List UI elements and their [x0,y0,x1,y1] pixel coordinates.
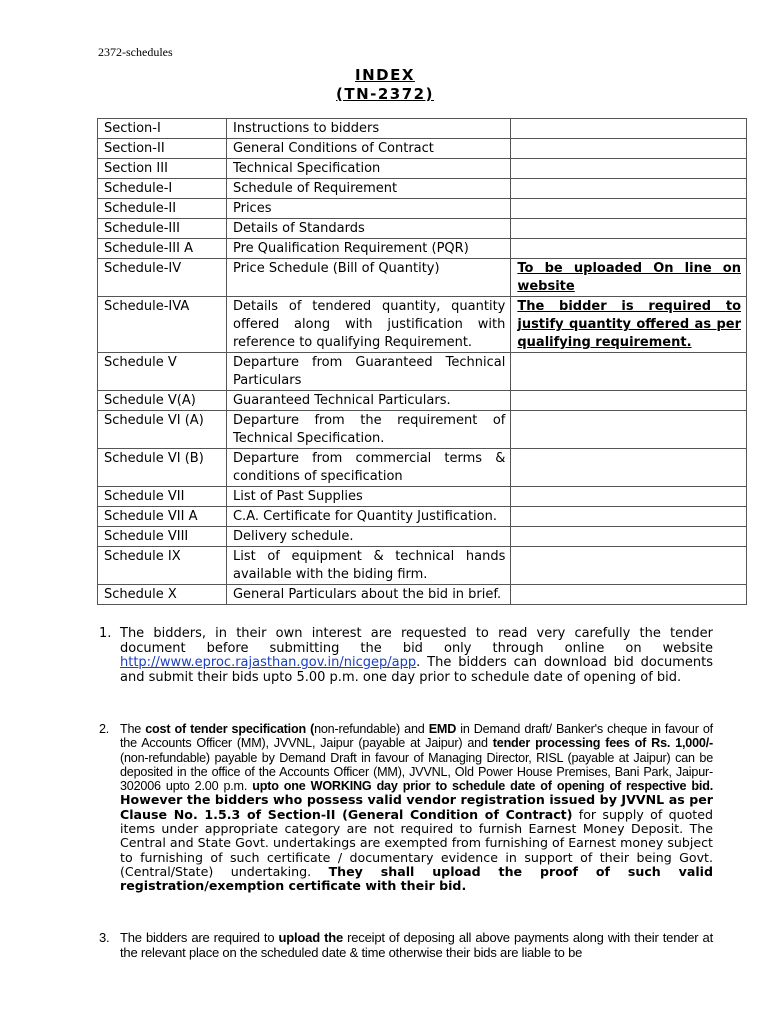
index-cell-remark [511,527,747,547]
index-row [98,585,747,605]
index-cell-section: Schedule VII [98,487,227,507]
index-cell-section: Schedule X [98,585,227,605]
index-cell-section: Schedule VI (B) [98,449,227,487]
eproc-website-link[interactable]: http://www.eproc.rajasthan.gov.in/nicgep/app [120,655,417,671]
index-cell-description: General Particulars about the bid in brief. [226,585,510,605]
index-cell-remark [511,547,747,585]
p3-s1: The bidders are required to [120,930,279,945]
index-cell-description: Schedule of Requirement [226,179,510,199]
p2-s3: non-refundable) and [314,722,429,736]
paragraph-1-body [120,627,713,685]
index-cell-description: Pre Qualification Requirement (PQR) [226,239,510,259]
index-table [97,118,747,605]
index-cell-description: Technical Specification [226,159,510,179]
p2-s9: However the bidders who possess valid vendor registration issued by JVVNL as per Clause No. 1.5.3 of Section-II (General Condition of Contract) [120,792,713,822]
index-cell-section: Schedule-IVA [98,297,227,353]
p2-s10: for supply of quoted items under appropriate category are not required to furnish Earnest Money Deposit. The Central and State Govt. undertakings are exempted from furnishing of Earnest money subject to furnishing of such certificate / documentary evidence in support of their being Govt. (Central/State) undertaking. [120,806,713,879]
index-cell-section: Schedule-III A [98,239,227,259]
index-cell-remark [511,179,747,199]
index-cell-section: Schedule VI (A) [98,411,227,449]
index-row [98,391,747,411]
index-title-line2: (TN-2372) [336,85,434,103]
p3-s2: upload the [278,930,343,945]
index-cell-section: Section III [98,159,227,179]
p2-s8: upto one WORKING day prior to schedule date of opening of respective bid. [252,779,713,794]
index-row [98,259,747,297]
index-row [98,239,747,259]
index-title [0,66,770,104]
index-cell-description: C.A. Certificate for Quantity Justification. [226,507,510,527]
index-table-body [98,119,747,605]
index-cell-section: Section-II [98,139,227,159]
index-cell-section: Schedule VII A [98,507,227,527]
index-cell-remark [511,119,747,139]
paragraph-3-number: 3. [99,930,110,945]
paragraph-1-text-b: . The bidders can download bid documents and submit their bids upto 5.00 p.m. one day prior to schedule date of opening of bid. [120,655,713,685]
index-cell-section: Schedule VIII [98,527,227,547]
index-row [98,159,747,179]
index-cell-remark [511,449,747,487]
index-cell-section: Schedule-IV [98,259,227,297]
index-cell-section: Schedule-III [98,219,227,239]
paragraph-1-text-a: The bidders, in their own interest are requested to read very carefully the tender document before submitting the bid only through online on website [120,626,713,656]
document-code: 2372-schedules [98,45,173,59]
index-row [98,179,747,199]
index-cell-remark [511,391,747,411]
index-cell-section: Schedule-II [98,199,227,219]
index-cell-description: Departure from the requirement of Technical Specification. [226,411,510,449]
paragraph-2-number: 2. [99,722,110,736]
paragraph-3-body [120,930,713,960]
paragraph-1-number: 1. [99,626,112,641]
index-row [98,411,747,449]
index-title-line1: INDEX [355,66,415,84]
paragraph-3 [99,930,713,960]
index-cell-section: Section-I [98,119,227,139]
p2-s7: (non-refundable) payable by Demand Draft in favour of Managing Director, RISL (payable at Jaipur) can be deposited in the office of the Accounts Officer (MM), JVVNL, Old Power House Premises, Bani Park, Jaipur-302006 upto 2.00 p.m. [120,750,713,794]
index-cell-remark [511,411,747,449]
index-cell-description: General Conditions of Contract [226,139,510,159]
index-cell-remark [511,487,747,507]
index-cell-remark: The bidder is required to justify quantity offered as per qualifying requirement. [511,297,747,353]
index-cell-remark: To be uploaded On line on website [511,259,747,297]
p2-s11: They shall upload the proof of such valid registration/exemption certificate with their bid. [120,863,713,894]
paragraph-2 [99,722,713,894]
index-cell-description: Guaranteed Technical Particulars. [226,391,510,411]
index-row [98,297,747,353]
index-row [98,449,747,487]
index-row [98,547,747,585]
p2-s5: in Demand draft/ Banker's cheque in favour of the Accounts Officer (MM), JVVNL, Jaipur (payable at Jaipur) and [120,722,713,751]
index-cell-description: Instructions to bidders [226,119,510,139]
p2-s4: EMD [428,722,457,736]
index-cell-remark [511,139,747,159]
p2-s2: cost of tender specification ( [145,722,315,736]
index-cell-description: Departure from Guaranteed Technical Particulars [226,353,510,391]
index-cell-section: Schedule V(A) [98,391,227,411]
index-cell-description: Details of tendered quantity, quantity offered along with justification with reference to qualifying Requirement. [226,297,510,353]
index-cell-section: Schedule IX [98,547,227,585]
p3-s3: receipt of deposing all above payments along with their tender at the relevant place on the scheduled date & time otherwise their bids are liable to be [120,930,714,960]
index-row [98,507,747,527]
index-cell-description: Prices [226,199,510,219]
index-cell-section: Schedule-I [98,179,227,199]
index-cell-remark [511,585,747,605]
index-cell-description: Delivery schedule. [226,527,510,547]
paragraph-1 [99,627,713,685]
index-row [98,119,747,139]
index-cell-section: Schedule V [98,353,227,391]
index-cell-description: List of equipment & technical hands available with the biding firm. [226,547,510,585]
index-row [98,527,747,547]
index-cell-remark [511,239,747,259]
index-row [98,139,747,159]
index-row [98,199,747,219]
p2-s1: The [120,722,146,736]
index-cell-remark [511,219,747,239]
index-cell-remark [511,507,747,527]
index-cell-remark [511,353,747,391]
p2-s6: tender processing fees of Rs. 1,000/- [492,736,713,751]
index-cell-description: List of Past Supplies [226,487,510,507]
index-cell-description: Details of Standards [226,219,510,239]
index-row [98,487,747,507]
paragraph-2-body [120,722,713,894]
index-cell-remark [511,159,747,179]
index-row [98,353,747,391]
index-cell-description: Departure from commercial terms & conditions of specification [226,449,510,487]
index-row [98,219,747,239]
index-cell-remark [511,199,747,219]
index-cell-description: Price Schedule (Bill of Quantity) [226,259,510,297]
